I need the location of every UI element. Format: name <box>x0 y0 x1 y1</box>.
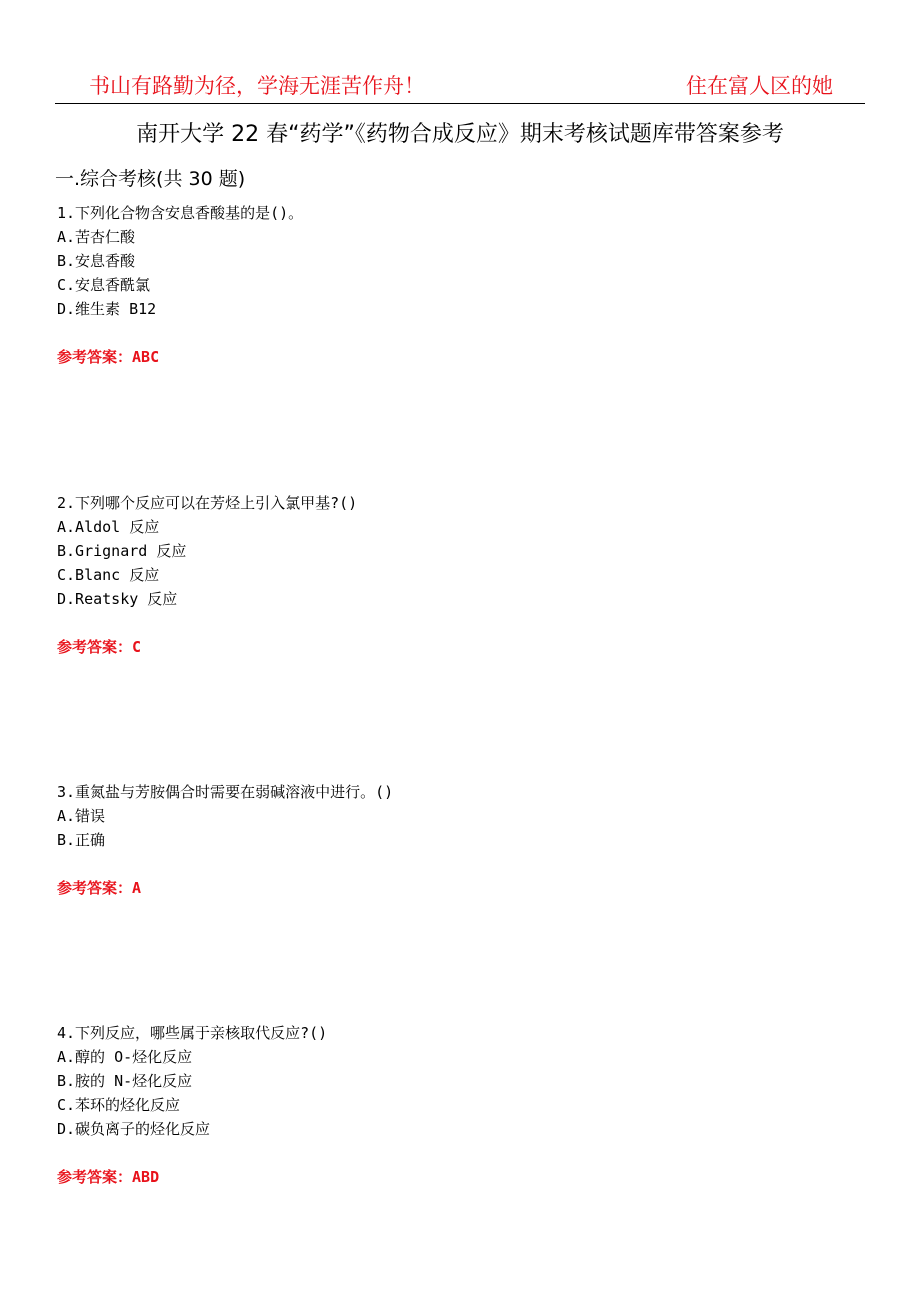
option-a: A.醇的 O-烃化反应 <box>57 1048 193 1066</box>
option-d: D.Reatsky 反应 <box>57 590 178 608</box>
question-2 <box>57 491 357 659</box>
section-heading: 一.综合考核(共 30 题) <box>55 168 246 190</box>
answer-label: 参考答案： <box>57 1168 133 1186</box>
question-stem: 4.下列反应，哪些属于亲核取代反应?() <box>57 1024 328 1042</box>
question-stem: 2.下列哪个反应可以在芳烃上引入氯甲基?() <box>57 494 358 512</box>
answer-label: 参考答案： <box>57 879 133 897</box>
option-c: C.安息香酰氯 <box>57 276 151 294</box>
option-a: A.苦杏仁酸 <box>57 228 136 246</box>
document-title: 南开大学 22 春“药学”《药物合成反应》期末考核试题库带答案参考 <box>136 122 784 147</box>
reference-answer <box>57 1165 327 1189</box>
reference-answer <box>57 876 393 900</box>
reference-answer <box>57 635 357 659</box>
question-stem: 3.重氮盐与芳胺偶合时需要在弱碱溶液中进行。() <box>57 783 394 801</box>
answer-value: ABD <box>132 1168 160 1186</box>
option-b: B.Grignard 反应 <box>57 542 187 560</box>
answer-value: C <box>132 638 142 656</box>
header-author: 住在富人区的她 <box>686 74 833 98</box>
question-1 <box>57 201 303 369</box>
reference-answer <box>57 345 303 369</box>
option-c: C.苯环的烃化反应 <box>57 1096 181 1114</box>
answer-label: 参考答案： <box>57 348 133 366</box>
question-3 <box>57 780 393 900</box>
option-a: A.Aldol 反应 <box>57 518 160 536</box>
header-motto: 书山有路勤为径，学海无涯苦作舟！ <box>89 74 425 98</box>
answer-label: 参考答案： <box>57 638 133 656</box>
option-d: D.碳负离子的烃化反应 <box>57 1120 211 1138</box>
option-c: C.Blanc 反应 <box>57 566 160 584</box>
question-stem: 1.下列化合物含安息香酸基的是()。 <box>57 204 304 222</box>
option-b: B.正确 <box>57 831 106 849</box>
answer-value: ABC <box>132 348 160 366</box>
page-header <box>55 70 865 104</box>
option-b: B.安息香酸 <box>57 252 136 270</box>
option-d: D.维生素 B12 <box>57 300 157 318</box>
header-divider <box>55 103 865 104</box>
option-a: A.错误 <box>57 807 106 825</box>
question-4 <box>57 1021 327 1189</box>
answer-value: A <box>132 879 142 897</box>
option-b: B.胺的 N-烃化反应 <box>57 1072 193 1090</box>
